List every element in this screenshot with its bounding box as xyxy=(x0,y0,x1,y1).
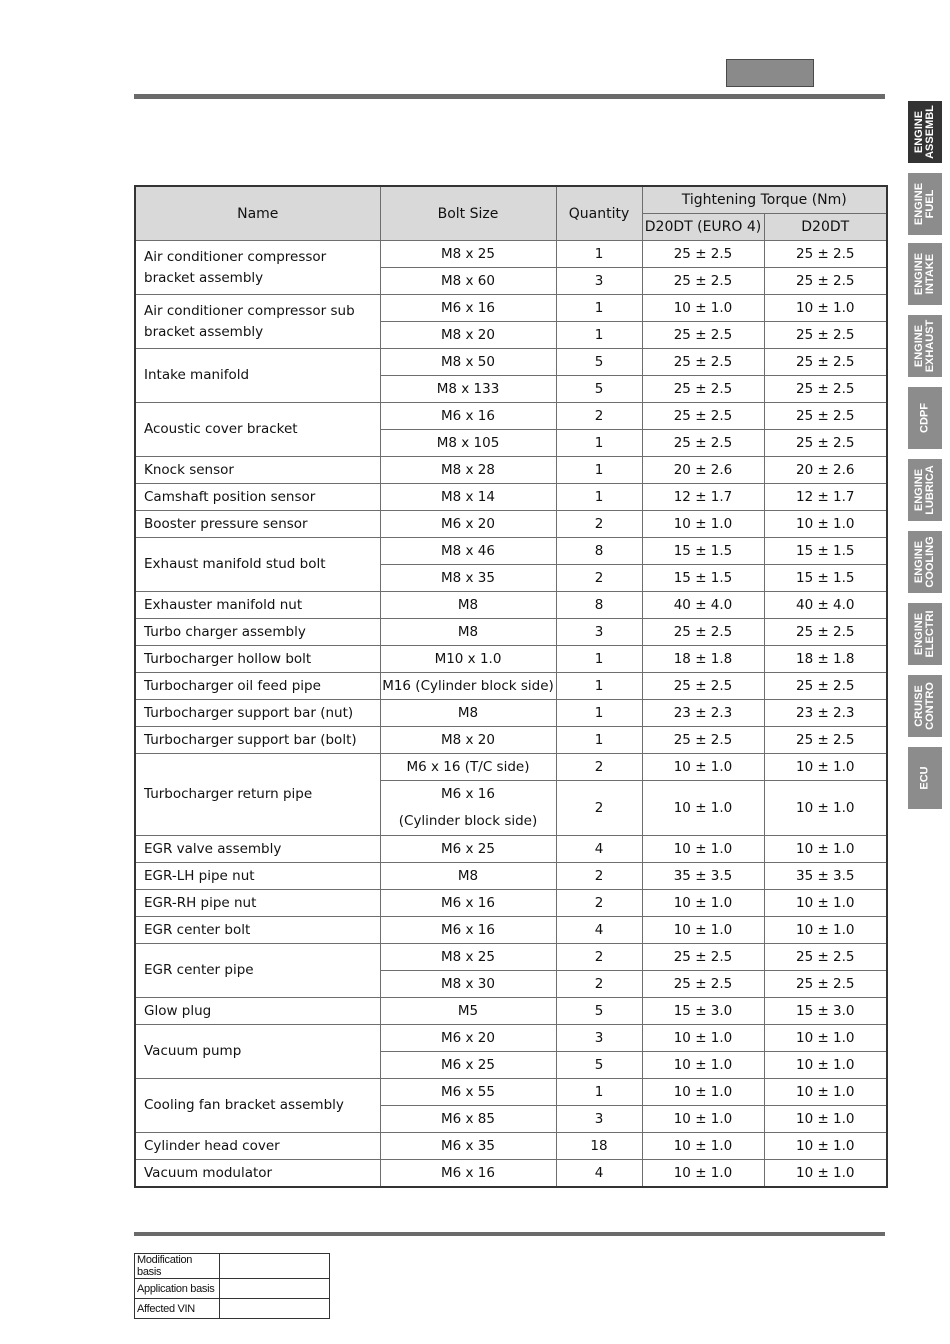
torque-table xyxy=(134,185,888,1188)
quantity-cell: 4 xyxy=(556,1160,642,1188)
modification-label: Affected VIN xyxy=(135,1299,220,1319)
torque-euro4-cell: 25 ± 2.5 xyxy=(642,430,764,457)
torque-euro4-cell: 10 ± 1.0 xyxy=(642,781,764,836)
bolt-size-cell: M8 x 14 xyxy=(380,484,556,511)
side-tab-label: ENGINE FUEL xyxy=(913,182,936,226)
table-row xyxy=(135,457,887,484)
torque-d20dt-cell: 23 ± 2.3 xyxy=(764,700,887,727)
side-tab-engine-lubrica[interactable] xyxy=(908,459,942,521)
quantity-cell: 8 xyxy=(556,538,642,565)
header-name: Name xyxy=(135,186,380,241)
bolt-size-cell: M8 xyxy=(380,863,556,890)
torque-euro4-cell: 10 ± 1.0 xyxy=(642,511,764,538)
side-tab-label: CRUISE CONTRO xyxy=(913,682,936,730)
torque-d20dt-cell: 25 ± 2.5 xyxy=(764,376,887,403)
torque-d20dt-cell: 10 ± 1.0 xyxy=(764,890,887,917)
bolt-size-cell: M6 x 35 xyxy=(380,1133,556,1160)
quantity-cell: 1 xyxy=(556,727,642,754)
bolt-size-cell: M6 x 16 xyxy=(380,295,556,322)
torque-d20dt-cell: 25 ± 2.5 xyxy=(764,241,887,268)
torque-d20dt-cell: 25 ± 2.5 xyxy=(764,971,887,998)
quantity-cell: 1 xyxy=(556,295,642,322)
quantity-cell: 3 xyxy=(556,1025,642,1052)
quantity-cell: 1 xyxy=(556,322,642,349)
quantity-cell: 5 xyxy=(556,376,642,403)
bolt-size-cell: M6 x 25 xyxy=(380,1052,556,1079)
quantity-cell: 1 xyxy=(556,646,642,673)
part-name-cell: Intake manifold xyxy=(135,349,380,403)
bolt-size-cell: M8 x 28 xyxy=(380,457,556,484)
torque-euro4-cell: 25 ± 2.5 xyxy=(642,673,764,700)
torque-d20dt-cell: 10 ± 1.0 xyxy=(764,1160,887,1188)
header-d20dt-euro4: D20DT (EURO 4) xyxy=(642,214,764,241)
table-row xyxy=(135,700,887,727)
side-tab-cdpf[interactable] xyxy=(908,387,942,449)
part-name-cell: Air conditioner compressor sub bracket assembly xyxy=(135,295,380,349)
torque-euro4-cell: 25 ± 2.5 xyxy=(642,268,764,295)
bolt-size-cell: M8 x 60 xyxy=(380,268,556,295)
quantity-cell: 2 xyxy=(556,944,642,971)
torque-d20dt-cell: 25 ± 2.5 xyxy=(764,268,887,295)
part-name-cell: Turbocharger hollow bolt xyxy=(135,646,380,673)
modification-box xyxy=(134,1253,330,1319)
quantity-cell: 3 xyxy=(556,1106,642,1133)
bolt-size-cell: M8 x 20 xyxy=(380,727,556,754)
torque-euro4-cell: 10 ± 1.0 xyxy=(642,1079,764,1106)
quantity-cell: 2 xyxy=(556,971,642,998)
torque-d20dt-cell: 15 ± 1.5 xyxy=(764,538,887,565)
table-row xyxy=(135,890,887,917)
torque-euro4-cell: 25 ± 2.5 xyxy=(642,944,764,971)
torque-euro4-cell: 10 ± 1.0 xyxy=(642,295,764,322)
bolt-size-cell: M6 x 20 xyxy=(380,1025,556,1052)
part-name-cell: EGR valve assembly xyxy=(135,836,380,863)
modification-label: Modification basis xyxy=(135,1254,220,1279)
side-tab-engine-electri[interactable] xyxy=(908,603,942,665)
table-row xyxy=(135,295,887,322)
quantity-cell: 3 xyxy=(556,619,642,646)
bolt-size-cell: M8 x 25 xyxy=(380,944,556,971)
table-row xyxy=(135,944,887,971)
bolt-size-cell: M8 x 105 xyxy=(380,430,556,457)
torque-euro4-cell: 25 ± 2.5 xyxy=(642,322,764,349)
part-name-cell: Booster pressure sensor xyxy=(135,511,380,538)
side-tab-engine-cooling[interactable] xyxy=(908,531,942,593)
quantity-cell: 1 xyxy=(556,1079,642,1106)
bolt-size-cell: M8 xyxy=(380,592,556,619)
quantity-cell: 1 xyxy=(556,700,642,727)
torque-euro4-cell: 40 ± 4.0 xyxy=(642,592,764,619)
torque-euro4-cell: 25 ± 2.5 xyxy=(642,349,764,376)
torque-euro4-cell: 10 ± 1.0 xyxy=(642,1025,764,1052)
table-row xyxy=(135,754,887,781)
side-tab-engine-intake[interactable] xyxy=(908,243,942,305)
bolt-size-cell: M10 x 1.0 xyxy=(380,646,556,673)
bolt-size-cell: M6 x 16 xyxy=(380,890,556,917)
bolt-size-cell: M6 x 16 xyxy=(380,917,556,944)
table-row xyxy=(135,619,887,646)
side-tab-label: ENGINE EXHAUST xyxy=(913,319,936,373)
table-row xyxy=(135,727,887,754)
quantity-cell: 2 xyxy=(556,403,642,430)
table-row xyxy=(135,1025,887,1052)
torque-d20dt-cell: 10 ± 1.0 xyxy=(764,781,887,836)
torque-d20dt-cell: 18 ± 1.8 xyxy=(764,646,887,673)
part-name-cell: Knock sensor xyxy=(135,457,380,484)
quantity-cell: 1 xyxy=(556,457,642,484)
torque-euro4-cell: 10 ± 1.0 xyxy=(642,1160,764,1188)
torque-d20dt-cell: 10 ± 1.0 xyxy=(764,1052,887,1079)
torque-euro4-cell: 12 ± 1.7 xyxy=(642,484,764,511)
table-row xyxy=(135,349,887,376)
bolt-size-cell: M5 xyxy=(380,998,556,1025)
torque-d20dt-cell: 35 ± 3.5 xyxy=(764,863,887,890)
table-row xyxy=(135,998,887,1025)
torque-euro4-cell: 23 ± 2.3 xyxy=(642,700,764,727)
torque-d20dt-cell: 25 ± 2.5 xyxy=(764,403,887,430)
torque-d20dt-cell: 25 ± 2.5 xyxy=(764,673,887,700)
part-name-cell: Exhaust manifold stud bolt xyxy=(135,538,380,592)
footer-rule xyxy=(134,1232,885,1236)
torque-euro4-cell: 10 ± 1.0 xyxy=(642,917,764,944)
header-tightening-torque: Tightening Torque (Nm) xyxy=(642,186,887,214)
side-tab-engine-assembl[interactable] xyxy=(908,101,942,163)
torque-d20dt-cell: 15 ± 3.0 xyxy=(764,998,887,1025)
torque-table-body xyxy=(135,241,887,1188)
bolt-size-cell: M8 xyxy=(380,619,556,646)
modification-row xyxy=(135,1254,330,1279)
table-row xyxy=(135,646,887,673)
side-tab-engine-exhaust[interactable] xyxy=(908,315,942,377)
quantity-cell: 1 xyxy=(556,673,642,700)
bolt-size-cell: M6 x 85 xyxy=(380,1106,556,1133)
side-tab-label: ECU xyxy=(918,766,931,790)
bolt-size-cell: M6 x 16 (T/C side) xyxy=(380,754,556,781)
header-quantity: Quantity xyxy=(556,186,642,241)
torque-d20dt-cell: 40 ± 4.0 xyxy=(764,592,887,619)
torque-d20dt-cell: 10 ± 1.0 xyxy=(764,836,887,863)
bolt-size-cell: M6 x 16 xyxy=(380,1160,556,1188)
quantity-cell: 2 xyxy=(556,781,642,836)
quantity-cell: 1 xyxy=(556,430,642,457)
table-row xyxy=(135,592,887,619)
part-name-cell: Turbocharger support bar (bolt) xyxy=(135,727,380,754)
quantity-cell: 2 xyxy=(556,754,642,781)
quantity-cell: 2 xyxy=(556,565,642,592)
torque-euro4-cell: 15 ± 3.0 xyxy=(642,998,764,1025)
part-name-cell: Vacuum pump xyxy=(135,1025,380,1079)
torque-d20dt-cell: 25 ± 2.5 xyxy=(764,430,887,457)
quantity-cell: 18 xyxy=(556,1133,642,1160)
bolt-size-cell: M8 x 46 xyxy=(380,538,556,565)
modification-row xyxy=(135,1279,330,1299)
quantity-cell: 5 xyxy=(556,349,642,376)
quantity-cell: 5 xyxy=(556,1052,642,1079)
torque-euro4-cell: 10 ± 1.0 xyxy=(642,836,764,863)
side-tab-label: ENGINE ELECTRI xyxy=(913,610,936,658)
quantity-cell: 5 xyxy=(556,998,642,1025)
header-bolt-size: Bolt Size xyxy=(380,186,556,241)
part-name-cell: EGR center bolt xyxy=(135,917,380,944)
part-name-cell: EGR-RH pipe nut xyxy=(135,890,380,917)
part-name-cell: Glow plug xyxy=(135,998,380,1025)
torque-euro4-cell: 15 ± 1.5 xyxy=(642,565,764,592)
torque-d20dt-cell: 10 ± 1.0 xyxy=(764,1106,887,1133)
torque-d20dt-cell: 25 ± 2.5 xyxy=(764,619,887,646)
part-name-cell: Exhauster manifold nut xyxy=(135,592,380,619)
table-row xyxy=(135,863,887,890)
header-d20dt: D20DT xyxy=(764,214,887,241)
torque-euro4-cell: 25 ± 2.5 xyxy=(642,727,764,754)
bolt-size-cell: M8 x 35 xyxy=(380,565,556,592)
torque-d20dt-cell: 20 ± 2.6 xyxy=(764,457,887,484)
torque-euro4-cell: 35 ± 3.5 xyxy=(642,863,764,890)
torque-d20dt-cell: 10 ± 1.0 xyxy=(764,511,887,538)
bolt-size-cell: M8 x 25 xyxy=(380,241,556,268)
torque-euro4-cell: 25 ± 2.5 xyxy=(642,241,764,268)
torque-d20dt-cell: 10 ± 1.0 xyxy=(764,754,887,781)
table-row xyxy=(135,673,887,700)
torque-d20dt-cell: 12 ± 1.7 xyxy=(764,484,887,511)
modification-row xyxy=(135,1299,330,1319)
torque-euro4-cell: 10 ± 1.0 xyxy=(642,1133,764,1160)
torque-d20dt-cell: 10 ± 1.0 xyxy=(764,917,887,944)
torque-euro4-cell: 10 ± 1.0 xyxy=(642,890,764,917)
torque-d20dt-cell: 25 ± 2.5 xyxy=(764,944,887,971)
torque-euro4-cell: 25 ± 2.5 xyxy=(642,619,764,646)
part-name-cell: EGR-LH pipe nut xyxy=(135,863,380,890)
bolt-size-cell: M6 x 25 xyxy=(380,836,556,863)
table-row xyxy=(135,241,887,268)
side-tab-ecu[interactable] xyxy=(908,747,942,809)
part-name-cell: Cylinder head cover xyxy=(135,1133,380,1160)
modification-label: Application basis xyxy=(135,1279,220,1299)
quantity-cell: 3 xyxy=(556,268,642,295)
torque-euro4-cell: 25 ± 2.5 xyxy=(642,971,764,998)
table-row xyxy=(135,1079,887,1106)
torque-euro4-cell: 20 ± 2.6 xyxy=(642,457,764,484)
bolt-size-cell: M6 x 16 (Cylinder block side) xyxy=(380,781,556,836)
torque-euro4-cell: 25 ± 2.5 xyxy=(642,403,764,430)
bolt-size-cell: M8 x 133 xyxy=(380,376,556,403)
quantity-cell: 1 xyxy=(556,484,642,511)
table-row xyxy=(135,836,887,863)
torque-d20dt-cell: 25 ± 2.5 xyxy=(764,349,887,376)
side-tab-engine-fuel[interactable] xyxy=(908,173,942,235)
quantity-cell: 2 xyxy=(556,863,642,890)
torque-euro4-cell: 15 ± 1.5 xyxy=(642,538,764,565)
quantity-cell: 4 xyxy=(556,917,642,944)
bolt-size-cell: M8 x 50 xyxy=(380,349,556,376)
bolt-size-cell: M8 xyxy=(380,700,556,727)
header-tab-box xyxy=(726,59,814,87)
table-row xyxy=(135,917,887,944)
table-row xyxy=(135,511,887,538)
torque-euro4-cell: 10 ± 1.0 xyxy=(642,1052,764,1079)
part-name-cell: Turbocharger support bar (nut) xyxy=(135,700,380,727)
table-row xyxy=(135,538,887,565)
torque-euro4-cell: 10 ± 1.0 xyxy=(642,754,764,781)
table-row xyxy=(135,1160,887,1188)
quantity-cell: 2 xyxy=(556,890,642,917)
torque-euro4-cell: 25 ± 2.5 xyxy=(642,376,764,403)
side-tab-label: ENGINE LUBRICA xyxy=(913,465,936,515)
bolt-size-cell: M16 (Cylinder block side) xyxy=(380,673,556,700)
table-row xyxy=(135,403,887,430)
torque-d20dt-cell: 10 ± 1.0 xyxy=(764,1025,887,1052)
torque-euro4-cell: 18 ± 1.8 xyxy=(642,646,764,673)
quantity-cell: 8 xyxy=(556,592,642,619)
header-rule xyxy=(134,94,885,99)
bolt-size-cell: M6 x 16 xyxy=(380,403,556,430)
part-name-cell: Cooling fan bracket assembly xyxy=(135,1079,380,1133)
side-tab-label: ENGINE COOLING xyxy=(913,536,936,588)
modification-value xyxy=(220,1279,330,1299)
side-tab-cruise-contro[interactable] xyxy=(908,675,942,737)
bolt-size-cell: M6 x 55 xyxy=(380,1079,556,1106)
part-name-cell: Vacuum modulator xyxy=(135,1160,380,1188)
bolt-size-cell: M6 x 20 xyxy=(380,511,556,538)
side-tab-label: ENGINE INTAKE xyxy=(913,252,936,296)
part-name-cell: Turbocharger return pipe xyxy=(135,754,380,836)
torque-d20dt-cell: 10 ± 1.0 xyxy=(764,295,887,322)
quantity-cell: 4 xyxy=(556,836,642,863)
part-name-cell: Turbo charger assembly xyxy=(135,619,380,646)
side-tab-label: CDPF xyxy=(918,403,931,433)
torque-d20dt-cell: 10 ± 1.0 xyxy=(764,1133,887,1160)
part-name-cell: Turbocharger oil feed pipe xyxy=(135,673,380,700)
part-name-cell: Acoustic cover bracket xyxy=(135,403,380,457)
part-name-cell: Camshaft position sensor xyxy=(135,484,380,511)
torque-d20dt-cell: 25 ± 2.5 xyxy=(764,727,887,754)
side-tab-label: ENGINE ASSEMBL xyxy=(913,105,936,159)
bolt-size-cell: M8 x 20 xyxy=(380,322,556,349)
table-row xyxy=(135,484,887,511)
torque-d20dt-cell: 25 ± 2.5 xyxy=(764,322,887,349)
table-row xyxy=(135,1133,887,1160)
torque-euro4-cell: 10 ± 1.0 xyxy=(642,1106,764,1133)
part-name-cell: Air conditioner compressor bracket assembly xyxy=(135,241,380,295)
modification-value xyxy=(220,1254,330,1279)
torque-d20dt-cell: 15 ± 1.5 xyxy=(764,565,887,592)
quantity-cell: 1 xyxy=(556,241,642,268)
quantity-cell: 2 xyxy=(556,511,642,538)
part-name-cell: EGR center pipe xyxy=(135,944,380,998)
modification-value xyxy=(220,1299,330,1319)
bolt-size-cell: M8 x 30 xyxy=(380,971,556,998)
torque-d20dt-cell: 10 ± 1.0 xyxy=(764,1079,887,1106)
